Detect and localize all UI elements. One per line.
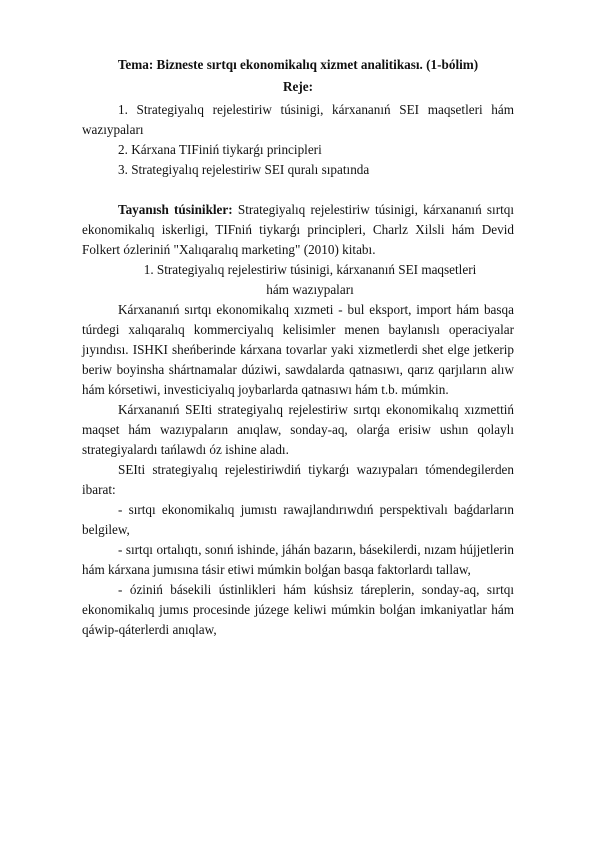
plan-heading: Reje: [282,79,313,94]
section-heading: 1. Strategiyalıq rejelestiriw túsinigi, kárxananıń SEI maqsetleri hám wazıypaları [143,262,477,297]
plan-item-1: 1. Strategiyalıq rejelestiriw túsinigi, kárxananıń SEI maqsetleri hám wazıypaları [82,102,514,137]
paragraph-2: Kárxananıń SEIti strategiyalıq rejelestiriw sırtqı ekonomikalıq xızmettiń maqset hám wazıypaların anıqlaw, sonday-aq, olarǵa erisiw ushın qolaylı strategiyalardı tańlawdı óz ishine aladı. [82,402,514,457]
key-concepts-label: Tayanısh túsinikler: [118,202,233,217]
key-concepts-paragraph [82,200,514,260]
plan-item-3: 3. Strategiyalıq rejelestiriw SEI quralı sıpatında [118,162,370,177]
paragraph-3: SEIti strategiyalıq rejelestiriwdiń tiykarǵı wazıypaları tómendegilerden ibarat: [82,462,514,497]
list-item-2: - sırtqı ortalıqtı, sonıń ishinde, jáhán bazarın, básekilerdi, nızam hújjetlerin hám kárxana jumısına tásir etiwi múmkin bolǵan basqa faktorlardı tallaw, [82,542,514,577]
list-item-1: - sırtqı ekonomikalıq jumıstı rawajlandırıwdıń perspektivalı baǵdarların belgilew, [82,502,514,537]
paragraph-1: Kárxananıń sırtqı ekonomikalıq xızmeti - bul eksport, import hám basqa túrdegi xalıqaralıq kommerciyalıq kelisimler menen baylanıslı operaciyalar jıyındısı. ISHKI sheńberinde kárxana tovarlar yaki xizmetlerdi shet elge jetkerip beriw boyinsha shártnamalar dúziwi, sawdalarda qatnasıwı, qarız qarjıların alıw hám kórsetiwi, investiciyalıq joybarlarda qatnasıwı hám t.b. múmkin. [82,302,514,397]
document-title: Tema: Bizneste sırtqı ekonomikalıq xizmet analitikası. (1-bólim) [117,57,479,72]
list-item-3: - óziniń básekili ústinlikleri hám kúshsiz táreplerin, sonday-aq, sırtqı ekonomikalıq jumıs procesinde júzege keliwi múmkin bolǵan imkaniyatlar hám qáwip-qáterlerdi anıqlaw, [82,582,514,637]
plan-item-2: 2. Kárxana TIFiniń tiykarǵı principleri [118,142,322,157]
key-concepts-text: Strategiyalıq rejelestiriw túsinigi, kárxananıń sırtqı ekonomikalıq iskerligi, TIFniń tiykarǵı principleri, Charlz Xilsli hám Devid Folkert ózleriniń "Xalıqaralıq marketing" (2010) kitabı. [82,202,515,257]
